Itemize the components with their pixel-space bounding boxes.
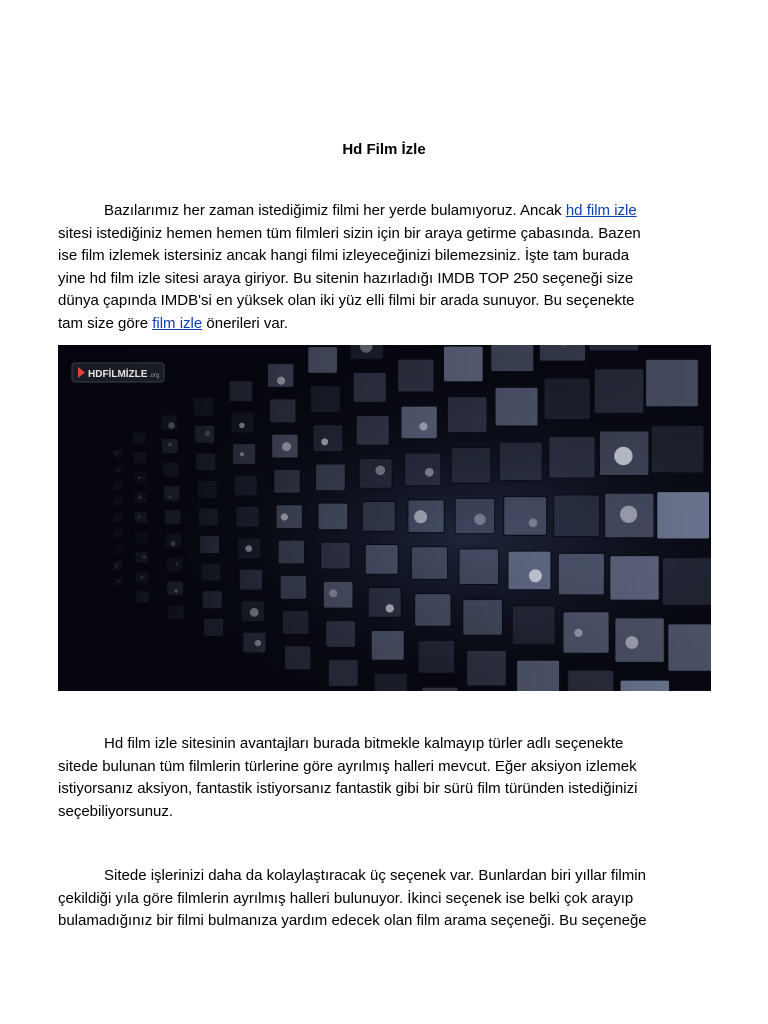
logo-suffix: .org [149, 373, 160, 379]
image-fade [58, 345, 711, 691]
paragraph-line: bulamadığınız bir filmi bulmanıza yardım edecek olan film arama seçeneği. Bu seçeneğe [58, 912, 647, 930]
paragraph-text: Bazılarımız her zaman istediğimiz filmi her yerde bulamıyoruz. Ancak [104, 202, 566, 219]
paragraph-line: yine hd film izle sitesi araya giriyor. Bu sitenin hazırladığı IMDB TOP 250 seçeneği size [58, 269, 634, 287]
paragraph-line: dünya çapında IMDB'si en yüksek olan iki yüz elli filmi bir arada sunuyor. Bu seçenekte [58, 292, 635, 310]
logo-text: HDFİLMİZLE [88, 369, 148, 380]
paragraph-options [58, 865, 708, 933]
page-title: Hd Film İzle [342, 141, 426, 158]
paragraph-line: sitesi istediğiniz hemen hemen tüm filmleri sizin için bir araya getirme çabasında. Bazen [58, 224, 641, 242]
paragraph-line: sitede bulunan tüm filmlerin türlerine göre ayrılmış halleri mevcut. Eğer aksiyon izlemek [58, 757, 637, 775]
paragraph-genres [58, 733, 708, 823]
paragraph-line: Sitede işlerinizi daha da kolaylaştıracak üç seçenek var. Bunlardan biri yıllar filmin [104, 867, 646, 884]
paragraph-text: önerileri var. [202, 314, 289, 332]
paragraph-line: seçebiliyorsunuz. [58, 802, 174, 820]
film-wall-image [58, 345, 711, 691]
film-izle-link[interactable]: film izle [152, 314, 203, 332]
paragraph-line: Hd film izle sitesinin avantajları burada bitmekle kalmayıp türler adlı seçenekte [104, 735, 624, 752]
paragraph-line [58, 313, 708, 336]
paragraph-line: çekildiği yıla göre filmlerin ayrılmış halleri bulunuyor. İkinci seçenek ise belki çok arayıp [58, 889, 634, 907]
paragraph-line: ise film izlemek istersiniz ancak hangi filmi izleyeceğinizi bilemezsiniz. İşte tam burada [58, 247, 630, 265]
paragraph-text: tam size göre [58, 314, 153, 332]
video-wall-graphic [58, 345, 711, 691]
paragraph-line [58, 200, 708, 223]
paragraph-intro [58, 200, 708, 336]
paragraph-line: istiyorsanız aksiyon, fantastik istiyorsanız fantastik gibi bir sürü film türünden istediğinizi [58, 780, 638, 798]
site-logo [72, 363, 164, 382]
hd-film-izle-link[interactable]: hd film izle [565, 202, 637, 219]
